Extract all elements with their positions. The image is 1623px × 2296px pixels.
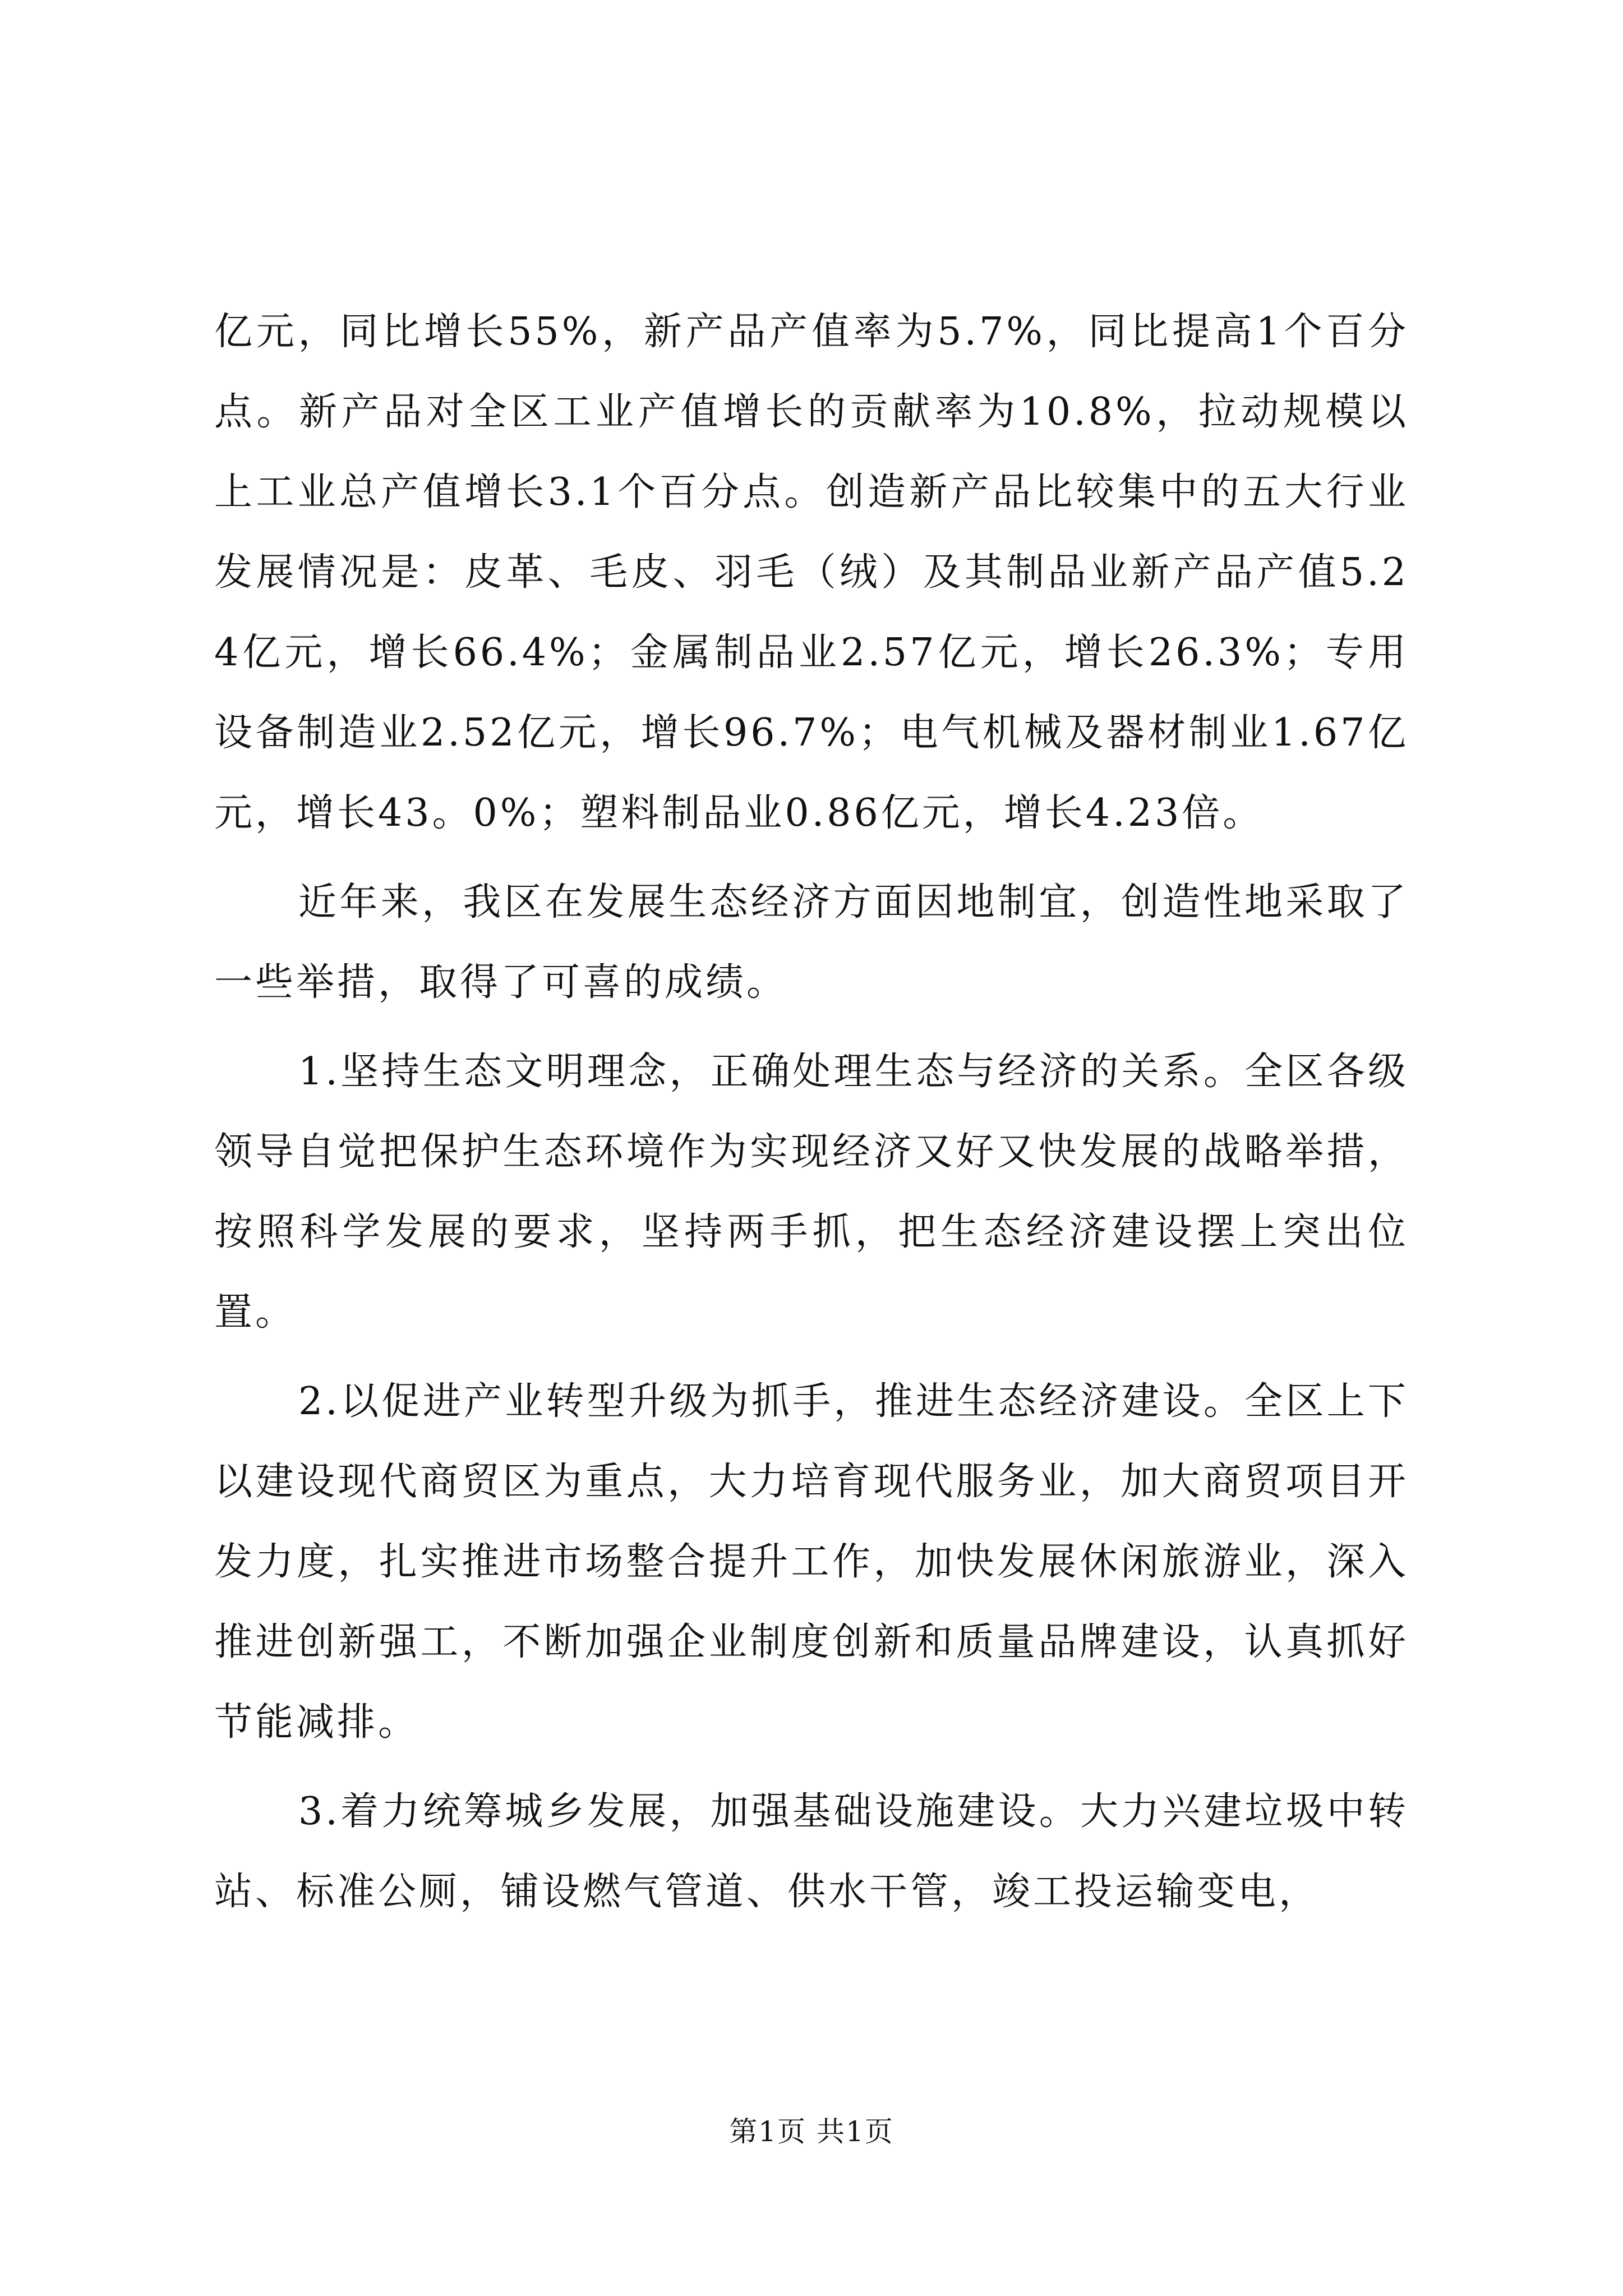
paragraph-item-1: 1.坚持生态文明理念，正确处理生态与经济的关系。全区各级领导自觉把保护生态环境作为实现经济又好又快发展的战略举措，按照科学发展的要求，坚持两手抓，把生态经济建设摆上突出位置。 [214,1050,1409,1335]
paragraph-item-2: 2.以促进产业转型升级为抓手，推进生态经济建设。全区上下以建设现代商贸区为重点，大力培育现代服务业，加大商贸项目开发力度，扎实推进市场整合提升工作，加快发展休闲旅游业，深入推进创新强工，不断加强企业制度创新和质量品牌建设，认真抓好节能减排。 [214,1379,1409,1745]
document-body [214,292,1409,1932]
paragraph-intro: 近年来，我区在发展生态经济方面因地制宜，创造性地采取了一些举措，取得了可喜的成绩。 [214,880,1409,1005]
page-footer: 第1页 共1页 [729,2115,894,2148]
paragraph-new-products: 亿元，同比增长55%，新产品产值率为5.7%，同比提高1个百分点。新产品对全区工业产值增长的贡献率为10.8%，拉动规模以上工业总产值增长3.1个百分点。创造新产品比较集中的五大行业发展情况是：皮革、毛皮、羽毛（绒）及其制品业新产品产值5.24亿元，增长66.4%；金属制品业2.57亿元，增长26.3%；专用设备制造业2.52亿元，增长96.7%；电气机械及器材制业1.67亿元，增长43。0%；塑料制品业0.86亿元，增长4.23倍。 [214,310,1409,835]
paragraph-item-3: 3.着力统筹城乡发展，加强基础设施建设。大力兴建垃圾中转站、标准公厕，铺设燃气管道、供水干管，竣工投运输变电， [214,1789,1409,1914]
